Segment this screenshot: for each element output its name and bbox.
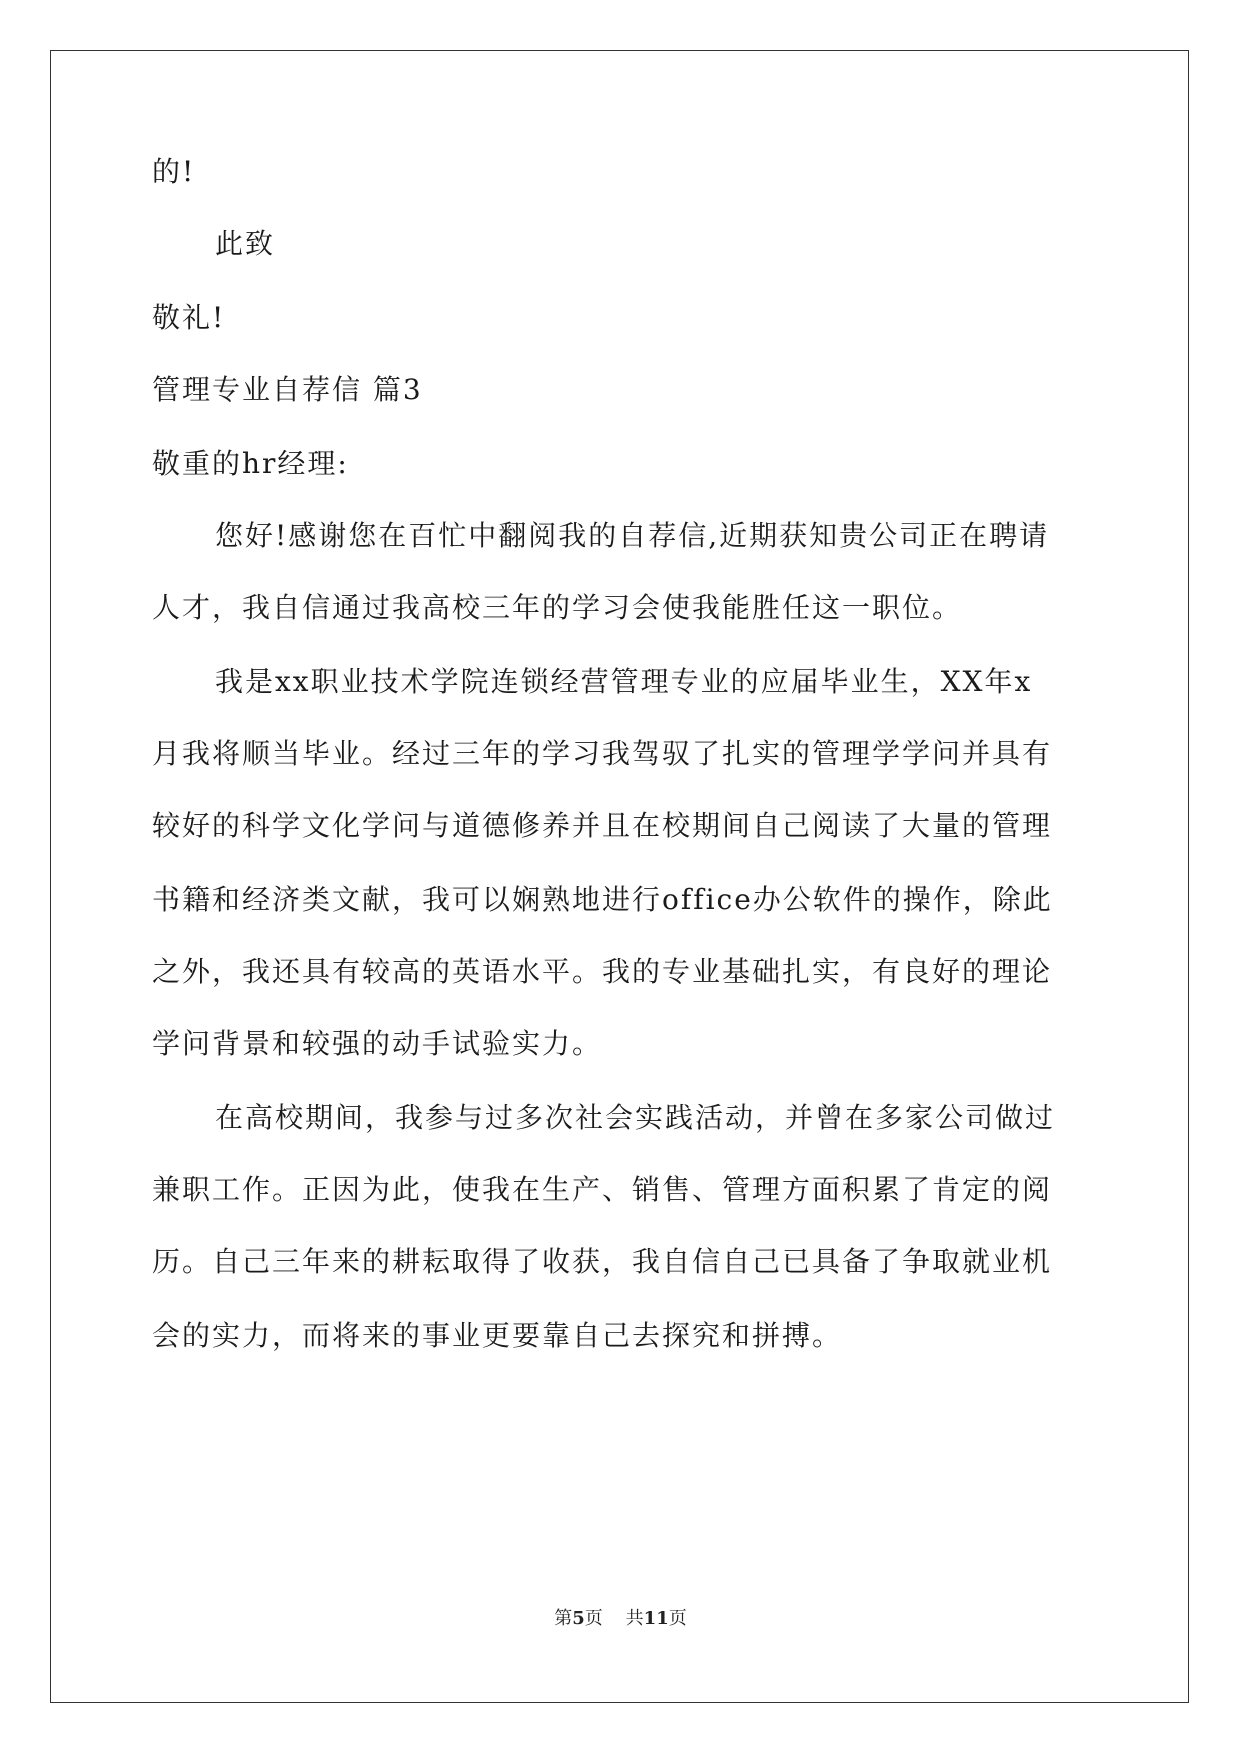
page-border (50, 50, 1189, 1703)
paragraph-line: 月我将顺当毕业。经过三年的学习我驾驭了扎实的管理学学问并具有 (152, 737, 1053, 770)
text-line-greeting: 敬重的hr经理: (152, 447, 349, 480)
text-line-closing-fragment: 的! (152, 155, 196, 188)
paragraph-line: 学问背景和较强的动手试验实力。 (152, 1027, 603, 1060)
page-number: 5 (572, 1608, 585, 1629)
paragraph-line: 较好的科学文化学问与道德修养并且在校期间自己阅读了大量的管理 (152, 809, 1053, 842)
paragraph-line: 书籍和经济类文献，我可以娴熟地进行office办公软件的操作，除此 (152, 883, 1053, 916)
paragraph-line: 历。自己三年来的耕耘取得了收获，我自信自己已具备了争取就业机 (152, 1245, 1053, 1278)
paragraph-line: 您好!感谢您在百忙中翻阅我的自荐信,近期获知贵公司正在聘请 (215, 519, 1050, 552)
page-footer (0, 1608, 1241, 1630)
page-prefix: 第 (554, 1608, 573, 1629)
paragraph-line: 我是xx职业技术学院连锁经营管理专业的应届毕业生，XX年x (215, 665, 1033, 698)
paragraph-line: 在高校期间，我参与过多次社会实践活动，并曾在多家公司做过 (215, 1101, 1056, 1134)
page-suffix: 页 (584, 1608, 603, 1629)
text-line-salutation-close: 此致 (215, 227, 276, 260)
paragraph-line: 人才，我自信通过我高校三年的学习会使我能胜任这一职位。 (152, 591, 963, 624)
total-prefix: 共 (625, 1608, 644, 1629)
paragraph-line: 之外，我还具有较高的英语水平。我的专业基础扎实，有良好的理论 (152, 955, 1053, 988)
paragraph-line: 兼职工作。正因为此，使我在生产、销售、管理方面积累了肯定的阅 (152, 1173, 1053, 1206)
paragraph-line: 会的实力，而将来的事业更要靠自己去探究和拼搏。 (152, 1319, 843, 1352)
text-line-regards: 敬礼! (152, 301, 226, 334)
total-pages: 11 (643, 1608, 669, 1629)
section-heading: 管理专业自荐信 篇3 (152, 373, 423, 406)
total-suffix: 页 (668, 1608, 687, 1629)
